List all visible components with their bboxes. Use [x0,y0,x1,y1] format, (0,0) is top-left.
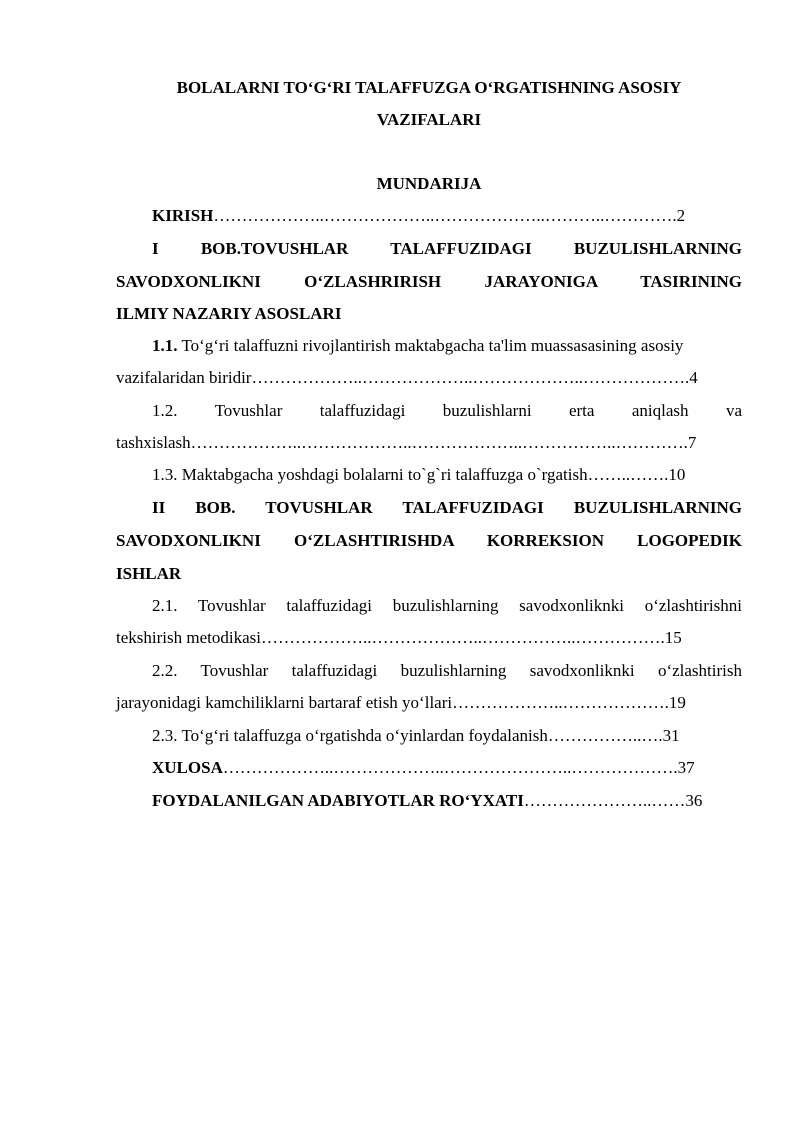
toc-section-1-1-line-1[interactable] [152,330,742,362]
toc-section-2-1-line-1[interactable]: 2.1. Tovushlar talaffuzidagi buzulishlarning savodxonliknki o‘zlashtirishni [152,596,742,615]
toc-section-text: To‘g‘ri talaffuzni rivojlantirish maktabgacha ta'lim muassasasining asosiy [177,336,684,355]
toc-chapter-2-line-1[interactable]: II BOB. TOVUSHLAR TALAFFUZIDAGI BUZULISHLARNING [152,498,742,517]
toc-entry-label: FOYDALANILGAN ADABIYOTLAR RO‘YXATI [152,791,524,810]
toc-section-text: jarayonidagi kamchiliklarni bartaraf etish yo‘llari [116,693,453,712]
toc-section-number: 1.1. [152,336,178,355]
toc-section-text: 2.3. To‘g‘ri talaffuzga o‘rgatishda o‘yinlardan foydalanish [152,726,548,745]
toc-entry-label: KIRISH [152,206,214,225]
toc-chapter-1-line-3[interactable]: ILMIY NAZARIY ASOSLARI [116,304,342,323]
toc-leader: ………………..………………..……………..…………… [260,628,661,647]
toc-chapter-2-line-3[interactable]: ISHLAR [116,564,182,583]
toc-leader: ………………..………………..………………..……………… [251,368,685,387]
toc-page-number: .2 [672,206,686,225]
toc-section-1-2-line-1[interactable]: 1.2. Tovushlar talaffuzidagi buzulishlarni erta aniqlash va [152,401,742,420]
toc-section-text: tashxislash [116,433,191,452]
document-title-line-1: BOLALARNI TO‘G‘RI TALAFFUZGA O‘RGATISHNING ASOSIY [176,78,682,97]
toc-section-text: 1.3. Maktabgacha yoshdagi bolalarni to`g`ri talaffuzga o`rgatish [152,465,588,484]
toc-section-2-2-line-2[interactable] [116,687,742,719]
toc-page-number: .4 [684,368,698,387]
toc-page-number: .10 [664,465,686,484]
toc-chapter-2-line-2[interactable]: SAVODXONLIKNI O‘ZLASHTIRISHDA KORREKSION LOGOPEDIK [116,531,742,550]
toc-page-number: .19 [664,693,686,712]
toc-entry-xulosa[interactable] [152,752,742,784]
toc-leader: ……..…… [587,465,665,484]
contents-heading: MUNDARIJA [376,174,482,193]
toc-entry-kirish[interactable] [152,200,742,232]
toc-chapter-1-line-1[interactable]: I BOB.TOVUSHLAR TALAFFUZIDAGI BUZULISHLARNING [152,239,742,258]
toc-leader: ………………..………………..………………..………..………… [213,206,673,225]
toc-entry-label: XULOSA [152,758,223,777]
toc-section-text: vazifalaridan biridir [116,368,252,387]
toc-section-1-1-line-2[interactable] [116,362,742,394]
toc-leader: ………………..………………..…………………..……………… [222,758,674,777]
toc-section-2-2-line-1[interactable]: 2.2. Tovushlar talaffuzidagi buzulishlarning savodxonliknki o‘zlashtirish [152,661,742,680]
toc-section-1-2-line-2[interactable] [116,427,742,459]
toc-page-number: 36 [685,791,703,810]
toc-leader: ……………..… [547,726,659,745]
toc-page-number: .31 [658,726,680,745]
toc-section-2-1-line-2[interactable] [116,622,742,654]
toc-page-number: .15 [660,628,682,647]
toc-page-number: .7 [683,433,697,452]
document-title-line-2: VAZIFALARI [376,110,482,129]
toc-leader: ………………..………………..………………..……………..………… [190,433,684,452]
toc-section-text: tekshirish metodikasi [116,628,261,647]
toc-chapter-1-line-2[interactable]: SAVODXONLIKNI O‘ZLASHRIRISH JARAYONIGA TASIRINING [116,272,742,291]
toc-leader: ………………..……………… [452,693,665,712]
toc-section-1-3[interactable] [152,459,742,491]
toc-entry-references[interactable] [152,785,742,817]
toc-page-number: .37 [673,758,695,777]
toc-section-2-3[interactable] [152,720,742,752]
toc-leader: …………………..…… [523,791,686,810]
